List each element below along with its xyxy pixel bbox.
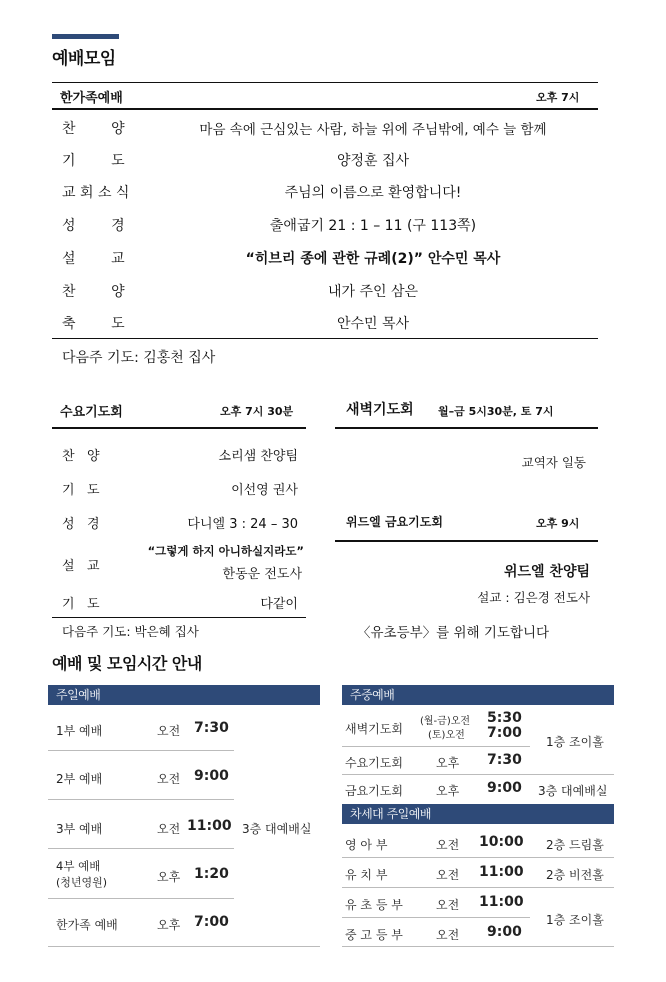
order-label: 성 경 <box>62 517 100 532</box>
order-content: 다니엘 3 : 24 – 30 <box>187 517 298 532</box>
service-time: 9:00 <box>487 780 522 796</box>
service-time: 9:00 <box>487 924 522 940</box>
service-time: 1:20 <box>194 866 229 882</box>
row-divider <box>342 946 614 947</box>
service-ampm: (토)오전 <box>428 730 465 741</box>
weekday-header: 주중예배 <box>342 685 614 705</box>
friday-sermon: 설교 : 김은경 전도사 <box>477 590 590 605</box>
row-divider <box>48 750 234 751</box>
divider <box>52 338 598 339</box>
row-divider <box>342 917 530 918</box>
service-place: 2층 드림홀 <box>546 838 604 852</box>
next-prayer: 다음주 기도: 박은혜 집사 <box>62 624 199 639</box>
order-content: 다같이 <box>260 597 298 612</box>
order-label: 기 도 <box>62 483 100 498</box>
order-label: 축 도 <box>62 316 125 332</box>
service-place: 1층 조이홀 <box>546 735 604 749</box>
sermon-title: “히브리 종에 관한 규례(2)” 안수민 목사 <box>245 251 501 267</box>
sunday-header: 주일예배 <box>48 685 320 705</box>
order-content: 안수민 목사 <box>336 316 410 332</box>
service-ampm: (월-금)오전 <box>420 716 471 727</box>
service-name: 3부 예배 <box>56 822 103 836</box>
service-ampm: 오후 <box>436 756 460 770</box>
row-divider <box>48 799 234 800</box>
service-ampm: 오전 <box>436 898 460 912</box>
order-content: 이선영 권사 <box>231 483 298 498</box>
friday-time: 오후 9시 <box>536 517 580 530</box>
row-divider <box>342 774 614 775</box>
preacher: 한동운 전도사 <box>222 567 302 582</box>
sermon-title: “그렇게 하지 아니하실지라도” <box>147 544 304 558</box>
order-label: 성 경 <box>62 218 125 234</box>
service-time: 7:00 <box>194 914 229 930</box>
family-worship-title: 한가족예배 <box>60 91 123 106</box>
service-ampm: 오후 <box>157 870 181 884</box>
divider <box>52 82 598 83</box>
service-name-sub: (청년영원) <box>56 876 108 889</box>
service-name: 4부 예배 <box>56 859 101 873</box>
order-content: 주님의 이름으로 환영합니다! <box>284 185 462 201</box>
divider <box>335 427 598 429</box>
order-label: 설 교 <box>62 559 100 574</box>
divider <box>335 540 598 542</box>
friday-team: 위드엘 찬양팀 <box>503 564 590 580</box>
service-time: 10:00 <box>479 834 524 850</box>
service-time: 7:30 <box>487 752 522 768</box>
service-name: 수요기도회 <box>345 756 403 770</box>
row-divider <box>342 887 614 888</box>
order-label: 설 교 <box>62 251 125 267</box>
service-ampm: 오전 <box>157 822 181 836</box>
service-name: 2부 예배 <box>56 772 103 786</box>
row-divider <box>342 857 614 858</box>
prayer-note: 〈유초등부〉를 위해 기도합니다 <box>357 625 550 641</box>
service-name: 1부 예배 <box>56 724 103 738</box>
service-time: 11:00 <box>479 894 524 910</box>
service-ampm: 오전 <box>436 838 460 852</box>
order-label: 기 도 <box>62 153 125 169</box>
service-place: 3층 대예배실 <box>538 784 608 798</box>
service-name: 한가족 예배 <box>56 918 118 932</box>
order-label: 찬 양 <box>62 284 125 300</box>
service-time: 9:00 <box>194 768 229 784</box>
department-name: 유 치 부 <box>345 868 388 882</box>
service-place: 2층 비전홀 <box>546 868 604 882</box>
title-accent-bar <box>52 34 119 39</box>
dawn-time: 월–금 5시30분, 토 7시 <box>438 405 554 418</box>
wednesday-time: 오후 7시 30분 <box>220 405 294 418</box>
service-time: 7:00 <box>487 725 522 741</box>
row-divider <box>48 848 234 849</box>
service-ampm: 오전 <box>436 928 460 942</box>
service-name: 새벽기도회 <box>345 722 403 736</box>
service-time: 5:30 <box>487 710 522 726</box>
department-name: 중 고 등 부 <box>345 928 403 942</box>
order-content: 출애굽기 21 : 1 – 11 (구 113쪽) <box>269 218 477 234</box>
schedule-title: 예배 및 모임시간 안내 <box>52 654 202 673</box>
department-name: 유 초 등 부 <box>345 898 403 912</box>
dawn-leader: 교역자 일동 <box>521 455 586 470</box>
service-time: 11:00 <box>187 818 232 834</box>
service-time: 11:00 <box>479 864 524 880</box>
service-place: 3층 대예배실 <box>242 822 312 836</box>
service-time: 7:30 <box>194 720 229 736</box>
next-prayer: 다음주 기도: 김홍천 집사 <box>62 350 216 366</box>
row-divider <box>48 898 234 899</box>
next-gen-header: 차세대 주일예배 <box>342 804 614 824</box>
family-worship-time: 오후 7시 <box>536 91 580 104</box>
order-content: 마음 속에 근심있는 사람, 하늘 위에 주님밖에, 예수 늘 함께 <box>199 122 547 138</box>
order-label: 기 도 <box>62 597 100 612</box>
order-label: 찬 양 <box>62 121 125 137</box>
service-ampm: 오후 <box>157 918 181 932</box>
row-divider <box>48 946 320 947</box>
order-label: 교 회 소 식 <box>62 185 130 201</box>
service-ampm: 오전 <box>157 724 181 738</box>
service-ampm: 오후 <box>436 784 460 798</box>
row-divider <box>342 746 530 747</box>
dawn-title: 새벽기도회 <box>346 402 414 418</box>
page-title: 예배모임 <box>52 49 116 69</box>
order-content: 내가 주인 삼은 <box>327 284 419 300</box>
order-label: 찬 양 <box>62 449 100 464</box>
divider <box>52 617 306 618</box>
service-place: 1층 조이홀 <box>546 913 604 927</box>
department-name: 영 아 부 <box>345 838 388 852</box>
service-name: 금요기도회 <box>345 784 403 798</box>
service-ampm: 오전 <box>157 772 181 786</box>
friday-title: 위드엘 금요기도회 <box>346 515 443 529</box>
divider <box>52 427 306 429</box>
service-ampm: 오전 <box>436 868 460 882</box>
order-content: 양정훈 집사 <box>336 153 410 169</box>
wednesday-title: 수요기도회 <box>60 405 123 420</box>
order-content: 소리샘 찬양팀 <box>218 449 298 464</box>
divider <box>52 108 598 110</box>
